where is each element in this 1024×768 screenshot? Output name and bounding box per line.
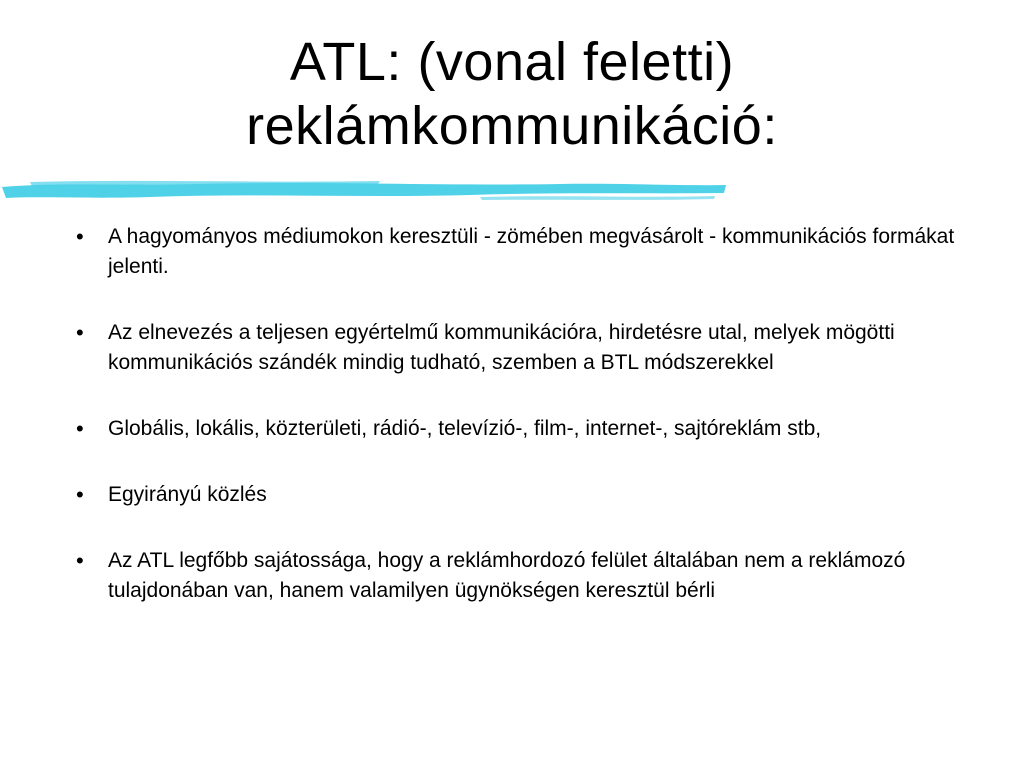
list-item — [76, 318, 956, 378]
title-underline-brush — [0, 176, 730, 206]
bullet-marker: • — [76, 548, 84, 573]
bullet-marker: • — [76, 416, 84, 441]
bullet-marker: • — [76, 224, 84, 249]
bullet-list — [76, 222, 956, 606]
bullet-text: Egyirányú közlés — [108, 483, 267, 506]
bullet-text: Az ATL legfőbb sajátossága, hogy a reklámhordozó felület általában nem a reklámozó tulajdonában van, hanem valamilyen ügynökségen keresztül bérli — [108, 549, 906, 602]
slide-title — [0, 30, 1024, 158]
slide-title-line-1: ATL: (vonal feletti) — [289, 32, 735, 92]
slide-title-line-2: reklámkommunikáció: — [246, 96, 778, 156]
bullet-text: A hagyományos médiumokon keresztüli - zömében megvásárolt - kommunikációs formákat jelenti. — [108, 225, 955, 278]
list-item — [76, 546, 956, 606]
bullet-marker: • — [76, 320, 84, 345]
bullet-marker: • — [76, 482, 84, 507]
bullet-text: Az elnevezés a teljesen egyértelmű kommunikációra, hirdetésre utal, melyek mögötti kommunikációs szándék mindig tudható, szemben a BTL módszerekkel — [108, 321, 895, 374]
list-item — [76, 480, 956, 510]
list-item — [76, 222, 956, 282]
bullet-text: Globális, lokális, közterületi, rádió-, televízió-, film-, internet-, sajtóreklám stb, — [108, 417, 822, 440]
list-item — [76, 414, 956, 444]
